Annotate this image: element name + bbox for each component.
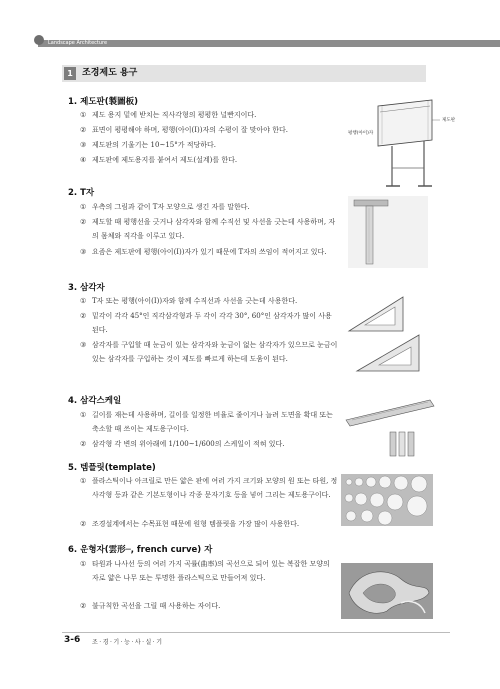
parallel-ruler-label: 평행(아이)자 (348, 131, 374, 136)
list-item: ② 밑각이 각각 45°인 직각삼각형과 두 각이 각각 30°, 60°인 삼각자가 많이 사용된다. (80, 312, 332, 334)
list-item: ① T자 또는 평행(아이(I))자와 함께 수직선과 사선을 긋는데 사용한다. (80, 297, 298, 305)
list-item: ② 불규칙한 곡선을 그릴 때 사용하는 자이다. (80, 602, 221, 610)
t-square-image (348, 196, 428, 268)
list-item: ② 조경설계에서는 수목표현 때문에 원형 템플릿을 가장 많이 사용한다. (80, 520, 300, 528)
header-text: Landscape Architecture (48, 40, 108, 46)
section-title-template: 5. 템플릿(template) (68, 463, 156, 473)
header-dot (34, 35, 44, 45)
list-item: ① 길이를 재는데 사용하며, 길이를 일정한 비율로 줄이거나 늘려 도면을 확대 또는 축소할 때 쓰이는 제도용구이다. (80, 411, 333, 433)
list-item: ③ 제도판의 기울기는 10~15°가 적당하다. (80, 141, 216, 149)
list-item: ② 제도할 때 평행선을 긋거나 삼각자와 함께 수직선 및 사선을 긋는데 사용하며, 자의 몸체와 직각을 이루고 있다. (80, 218, 336, 240)
book-title: 조·경·기·능·사·실·기 (92, 639, 164, 646)
triangle-rulers-image (345, 291, 427, 375)
section-title-french-curve: 6. 운형자(雲形─, french curve) 자 (68, 545, 213, 555)
section-title-drafting-board: 1. 제도판(製圖板) (68, 97, 139, 107)
section-title-triangular-scale: 4. 삼각스케일 (68, 396, 122, 406)
list-item: ① 플라스틱이나 아크릴로 만든 얇은 판에 여러 가지 크기와 모양의 원 또는 타원, 정사각형 등과 같은 기본도형이나 각종 문자기호 등을 넣어 그리는 제도용구이다. (80, 477, 338, 499)
page-number: 3-6 (64, 635, 81, 645)
list-item: ① 타원과 나사선 등의 여러 가지 곡률(曲率)의 곡선으로 되어 있는 복잡한 모양의 자로 얇은 나무 또는 투명한 플라스틱으로 만들어져 있다. (80, 560, 330, 582)
list-item: ③ 요즘은 제도판에 평행(아이(I))자가 있기 때문에 T자의 쓰임이 적어지고 있다. (80, 248, 327, 256)
section-title-t-square: 2. T자 (68, 188, 95, 198)
chapter-number: 1 (64, 67, 76, 80)
list-item: ② 표면이 평평해야 하며, 평행(아이(I))자의 수평이 잘 맞아야 한다. (80, 126, 289, 134)
footer-divider (62, 632, 450, 633)
list-item: ④ 제도판에 제도용지를 붙여서 제도(설계)를 한다. (80, 156, 238, 164)
list-item: ② 삼각형 각 변의 위아래에 1/100~1/600의 스케일이 적혀 있다. (80, 440, 285, 448)
circle-template-image (341, 474, 433, 526)
french-curve-image (341, 563, 433, 619)
drafting-board-label: 제도판 (442, 118, 456, 123)
drafting-board-image (370, 96, 455, 193)
header-bar (38, 40, 500, 47)
triangular-scale-image (344, 398, 436, 458)
chapter-title: 조경제도 용구 (82, 68, 138, 78)
list-item: ③ 삼각자를 구입할 때 눈금이 있는 삼각자와 눈금이 없는 삼각자가 있으므로 눈금이 있는 삼각자를 구입하는 것이 제도를 빠르게 하는데 도움이 된다. (80, 341, 338, 363)
list-item: ① 우측의 그림과 같이 T자 모양으로 생긴 자를 말한다. (80, 203, 250, 211)
section-title-triangle: 3. 삼각자 (68, 283, 105, 293)
list-item: ① 제도 용지 밑에 받치는 직사각형의 평평한 널빤지이다. (80, 111, 257, 119)
